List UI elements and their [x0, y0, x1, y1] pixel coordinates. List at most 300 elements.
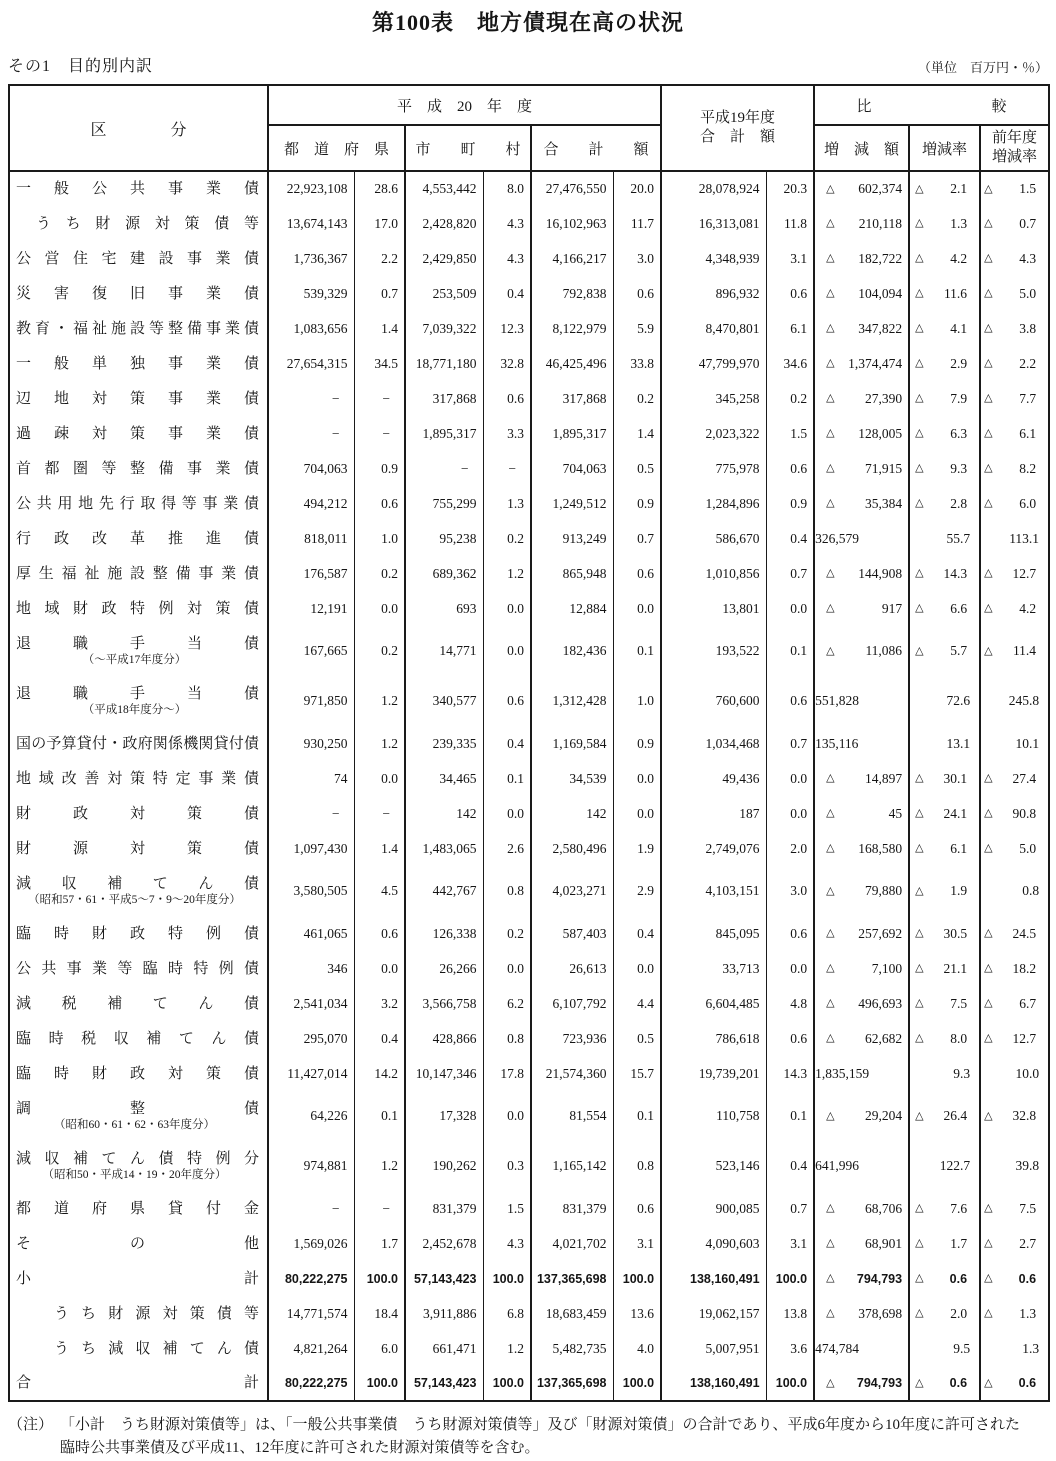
cell: △ 144,908	[814, 556, 909, 591]
cell: 0.4	[766, 521, 814, 556]
cell: 792,838	[531, 276, 613, 311]
cell: △ 6.0	[980, 486, 1049, 521]
cell: 0.4	[483, 726, 531, 761]
cell: 72.6	[909, 676, 980, 726]
header-zennendo-line2: 増減率	[992, 149, 1038, 165]
cell: 539,329	[268, 276, 354, 311]
cell: △ 7.6	[909, 1191, 980, 1226]
cell: 0.6	[766, 676, 814, 726]
cell: 1.3	[483, 486, 531, 521]
cell: 831,379	[531, 1191, 613, 1226]
cell: 3.6	[766, 1331, 814, 1366]
decrease-triangle-icon: △	[984, 322, 993, 334]
cell: 5,482,735	[531, 1331, 613, 1366]
decrease-triangle-icon: △	[826, 644, 835, 657]
decrease-triangle-icon: △	[826, 182, 835, 195]
subtitle-row	[8, 53, 1048, 76]
decrease-triangle-icon: △	[984, 927, 993, 939]
cell: △ 71,915	[814, 451, 909, 486]
header-todofuken: 都 道 府 県	[268, 125, 405, 171]
cell: 1,169,584	[531, 726, 613, 761]
cell: 10.1	[980, 726, 1049, 761]
cell: △ 0.6	[980, 1366, 1049, 1401]
cell: 0.6	[613, 276, 661, 311]
cell: △ 6.3	[909, 416, 980, 451]
cell: △ 794,793	[814, 1366, 909, 1401]
row-label: 災害復旧事業債	[16, 285, 259, 302]
cell: 3.1	[766, 241, 814, 276]
cell: 4.5	[354, 866, 405, 916]
cell: 81,554	[531, 1091, 613, 1141]
cell: 100.0	[483, 1366, 531, 1401]
table-row	[9, 626, 1049, 676]
cell: 0.3	[483, 1141, 531, 1191]
decrease-triangle-icon: △	[915, 772, 924, 784]
cell: 865,948	[531, 556, 613, 591]
subtitle: その1 目的別内訳	[8, 58, 154, 75]
cell: 20.3	[766, 171, 814, 206]
cell: △ 14,897	[814, 761, 909, 796]
cell: 845,095	[661, 916, 766, 951]
cell: 474,784	[814, 1331, 909, 1366]
cell: △ 12.7	[980, 1021, 1049, 1056]
cell: 19,062,157	[661, 1296, 766, 1331]
header-zennendo-line1: 前年度	[992, 130, 1038, 147]
cell: 18.4	[354, 1296, 405, 1331]
cell: 19,739,201	[661, 1056, 766, 1091]
footnote-line2: 臨時公共事業債及び平成11、12年度に許可された財源対策債等を含む。	[60, 1440, 540, 1457]
cell: 704,063	[268, 451, 354, 486]
row-label: 臨時財政特例債	[16, 925, 259, 942]
decrease-triangle-icon: △	[915, 567, 924, 579]
table-row	[9, 311, 1049, 346]
cell: −	[405, 451, 483, 486]
decrease-triangle-icon: △	[915, 287, 924, 299]
cell: 8.0	[483, 171, 531, 206]
cell: △ 2.9	[909, 346, 980, 381]
row-label: 財政対策債	[16, 805, 259, 822]
cell: 11.7	[613, 206, 661, 241]
cell: 0.4	[613, 916, 661, 951]
cell: 167,665	[268, 626, 354, 676]
cell: 33.8	[613, 346, 661, 381]
row-label: 行政改革推進債	[16, 530, 259, 547]
cell: 190,262	[405, 1141, 483, 1191]
cell: 11,427,014	[268, 1056, 354, 1091]
cell: 0.1	[613, 1091, 661, 1141]
decrease-triangle-icon: △	[826, 462, 835, 474]
cell: 0.2	[354, 556, 405, 591]
cell: 0.1	[766, 1091, 814, 1141]
cell: 7,039,322	[405, 311, 483, 346]
decrease-triangle-icon: △	[826, 1237, 835, 1249]
cell: 4,021,702	[531, 1226, 613, 1261]
cell: △ 8.0	[909, 1021, 980, 1056]
cell: 15.7	[613, 1056, 661, 1091]
cell: 64,226	[268, 1091, 354, 1141]
table-row	[9, 1191, 1049, 1226]
cell: △ 2.8	[909, 486, 980, 521]
cell: 345,258	[661, 381, 766, 416]
cell: 55.7	[909, 521, 980, 556]
cell: 110,758	[661, 1091, 766, 1141]
decrease-triangle-icon: △	[826, 1272, 835, 1284]
cell: 0.2	[354, 626, 405, 676]
cell: △ 4.1	[909, 311, 980, 346]
cell: 831,379	[405, 1191, 483, 1226]
decrease-triangle-icon: △	[826, 427, 835, 439]
decrease-triangle-icon: △	[915, 842, 924, 854]
row-label: 一般公共事業債	[16, 181, 259, 197]
cell: 0.8	[980, 866, 1049, 916]
decrease-triangle-icon: △	[915, 182, 924, 195]
cell: 818,011	[268, 521, 354, 556]
cell: △ 257,692	[814, 916, 909, 951]
decrease-triangle-icon: △	[984, 1272, 993, 1284]
table-row	[9, 1226, 1049, 1261]
cell: 930,250	[268, 726, 354, 761]
cell: 0.0	[613, 796, 661, 831]
cell: 3,566,758	[405, 986, 483, 1021]
row-label: 退職手当債 （～平成17年度分）	[16, 636, 259, 667]
cell: 142	[531, 796, 613, 831]
cell: △ 35,384	[814, 486, 909, 521]
decrease-triangle-icon: △	[984, 842, 993, 854]
cell: 6.2	[483, 986, 531, 1021]
cell: 1.4	[354, 831, 405, 866]
decrease-triangle-icon: △	[915, 1032, 924, 1044]
cell: 295,070	[268, 1021, 354, 1056]
cell: 5,007,951	[661, 1331, 766, 1366]
row-label: 小計	[16, 1270, 259, 1287]
cell: 20.0	[613, 171, 661, 206]
decrease-triangle-icon: △	[915, 252, 924, 264]
cell: 0.2	[483, 521, 531, 556]
cell: 0.0	[766, 951, 814, 986]
footnote-lines	[60, 1414, 1048, 1461]
cell: 0.9	[766, 486, 814, 521]
cell: △ 347,822	[814, 311, 909, 346]
cell: 1.5	[766, 416, 814, 451]
cell: 0.5	[613, 1021, 661, 1056]
cell: 1.7	[354, 1226, 405, 1261]
decrease-triangle-icon: △	[984, 427, 993, 439]
cell: 34,539	[531, 761, 613, 796]
cell: 12,191	[268, 591, 354, 626]
cell: 442,767	[405, 866, 483, 916]
cell: △ 1.9	[909, 866, 980, 916]
cell: 2,452,678	[405, 1226, 483, 1261]
cell: 1.2	[354, 676, 405, 726]
cell: 14,771,574	[268, 1296, 354, 1331]
row-label: 過疎対策事業債	[16, 425, 259, 442]
table-row	[9, 276, 1049, 311]
cell: △ 168,580	[814, 831, 909, 866]
table-row	[9, 591, 1049, 626]
cell: 1,312,428	[531, 676, 613, 726]
cell: △ 68,706	[814, 1191, 909, 1226]
cell: 0.6	[766, 1021, 814, 1056]
decrease-triangle-icon: △	[915, 1237, 924, 1249]
cell: 461,065	[268, 916, 354, 951]
cell: △ 45	[814, 796, 909, 831]
cell: 0.0	[354, 951, 405, 986]
row-label: 臨時財政対策債	[16, 1065, 259, 1082]
cell: 193,522	[661, 626, 766, 676]
decrease-triangle-icon: △	[915, 392, 924, 404]
cell: 13.8	[766, 1296, 814, 1331]
cell: △ 4.2	[980, 591, 1049, 626]
decrease-triangle-icon: △	[826, 772, 835, 784]
decrease-triangle-icon: △	[826, 997, 835, 1009]
cell: △ 1.3	[909, 206, 980, 241]
header-h19-line1: 平成19年度	[700, 110, 776, 127]
cell: 0.6	[483, 381, 531, 416]
table-row	[9, 761, 1049, 796]
cell: △ 1.3	[980, 1296, 1049, 1331]
cell: 80,222,275	[268, 1366, 354, 1401]
cell: 26,613	[531, 951, 613, 986]
header-h20: 平 成 20 年 度	[268, 85, 661, 125]
decrease-triangle-icon: △	[826, 842, 835, 854]
cell: 2.2	[354, 241, 405, 276]
cell: 0.6	[766, 451, 814, 486]
cell: 12,884	[531, 591, 613, 626]
decrease-triangle-icon: △	[915, 497, 924, 509]
cell: 786,618	[661, 1021, 766, 1056]
header-h19-line2: 合 計 額	[700, 129, 776, 145]
cell: 182,436	[531, 626, 613, 676]
cell: 0.9	[613, 486, 661, 521]
cell: 1.0	[613, 676, 661, 726]
cell: 0.6	[766, 276, 814, 311]
cell: 689,362	[405, 556, 483, 591]
cell: △ 1,374,474	[814, 346, 909, 381]
cell: △ 496,693	[814, 986, 909, 1021]
table-row	[9, 676, 1049, 726]
cell: 245.8	[980, 676, 1049, 726]
cell: 4.8	[766, 986, 814, 1021]
cell: 113.1	[980, 521, 1049, 556]
cell: 0.8	[613, 1141, 661, 1191]
decrease-triangle-icon: △	[826, 1032, 835, 1044]
decrease-triangle-icon: △	[826, 252, 835, 264]
cell: △ 104,094	[814, 276, 909, 311]
decrease-triangle-icon: △	[984, 807, 993, 819]
row-label: 一般単独事業債	[16, 355, 259, 372]
decrease-triangle-icon: △	[826, 497, 835, 509]
cell: 10,147,346	[405, 1056, 483, 1091]
cell: △ 12.7	[980, 556, 1049, 591]
cell: △ 11.4	[980, 626, 1049, 676]
cell: 34.5	[354, 346, 405, 381]
table-row	[9, 1331, 1049, 1366]
cell: 0.1	[354, 1091, 405, 1141]
row-label: 減税補てん債	[16, 995, 259, 1012]
cell: △ 128,005	[814, 416, 909, 451]
cell: 1,249,512	[531, 486, 613, 521]
cell: 1.0	[354, 521, 405, 556]
cell: 49,436	[661, 761, 766, 796]
cell: 17,328	[405, 1091, 483, 1141]
cell: △ 5.7	[909, 626, 980, 676]
cell: 1.5	[483, 1191, 531, 1226]
table-row	[9, 796, 1049, 831]
cell: 326,579	[814, 521, 909, 556]
cell: 100.0	[613, 1261, 661, 1296]
cell: △ 602,374	[814, 171, 909, 206]
cell: △ 2.1	[909, 171, 980, 206]
decrease-triangle-icon: △	[984, 997, 993, 1009]
cell: 4,023,271	[531, 866, 613, 916]
header-gokei: 合 計 額	[531, 125, 661, 171]
table-row	[9, 416, 1049, 451]
cell: 34.6	[766, 346, 814, 381]
cell: −	[354, 1191, 405, 1226]
cell: 122.7	[909, 1141, 980, 1191]
cell: 18,683,459	[531, 1296, 613, 1331]
table-row	[9, 1091, 1049, 1141]
header-kubun: 区 分	[9, 85, 268, 171]
cell: 14.2	[354, 1056, 405, 1091]
cell: 0.5	[613, 451, 661, 486]
cell: △ 6.7	[980, 986, 1049, 1021]
cell: 0.7	[766, 1191, 814, 1226]
cell: 28.6	[354, 171, 405, 206]
cell: △ 18.2	[980, 951, 1049, 986]
cell: 2.6	[483, 831, 531, 866]
cell: 4,821,264	[268, 1331, 354, 1366]
cell: △ 29,204	[814, 1091, 909, 1141]
cell: △ 210,118	[814, 206, 909, 241]
cell: △ 2.7	[980, 1226, 1049, 1261]
cell: 0.1	[483, 761, 531, 796]
cell: 187	[661, 796, 766, 831]
cell: 3.2	[354, 986, 405, 1021]
decrease-triangle-icon: △	[915, 1307, 924, 1319]
header-zennendo	[980, 125, 1049, 171]
decrease-triangle-icon: △	[984, 217, 993, 229]
footnote	[8, 1414, 1048, 1461]
cell: △ 378,698	[814, 1296, 909, 1331]
cell: 3.0	[766, 866, 814, 916]
cell: 0.1	[766, 626, 814, 676]
table-row	[9, 241, 1049, 276]
decrease-triangle-icon: △	[984, 357, 993, 369]
cell: △ 182,722	[814, 241, 909, 276]
table-row	[9, 171, 1049, 206]
row-label: うち財源対策債等	[54, 1305, 259, 1322]
decrease-triangle-icon: △	[826, 962, 835, 974]
row-label: 減収補てん債 （昭和57・61・平成5～7・9～20年度分）	[16, 876, 259, 907]
row-label: 首都圏等整備事業債	[16, 460, 259, 477]
cell: △ 4.2	[909, 241, 980, 276]
cell: 27,654,315	[268, 346, 354, 381]
decrease-triangle-icon: △	[826, 927, 835, 939]
cell: 2.0	[766, 831, 814, 866]
cell: 1.2	[483, 1331, 531, 1366]
cell: 74	[268, 761, 354, 796]
decrease-triangle-icon: △	[826, 807, 835, 819]
table-row	[9, 726, 1049, 761]
cell: △ 7.5	[909, 986, 980, 1021]
cell: 80,222,275	[268, 1261, 354, 1296]
cell: 1.4	[354, 311, 405, 346]
decrease-triangle-icon: △	[984, 392, 993, 404]
row-label: 公共用地先行取得等事業債	[16, 495, 259, 512]
cell: 142	[405, 796, 483, 831]
cell: −	[354, 796, 405, 831]
cell: 1,895,317	[531, 416, 613, 451]
cell: 704,063	[531, 451, 613, 486]
decrease-triangle-icon: △	[915, 357, 924, 369]
cell: △ 1.5	[980, 171, 1049, 206]
cell: 900,085	[661, 1191, 766, 1226]
cell: 1,097,430	[268, 831, 354, 866]
cell: 14,771	[405, 626, 483, 676]
decrease-triangle-icon: △	[826, 567, 835, 579]
cell: 1,835,159	[814, 1056, 909, 1091]
cell: 2,428,820	[405, 206, 483, 241]
header-h19-total	[661, 85, 814, 171]
cell: 551,828	[814, 676, 909, 726]
decrease-triangle-icon: △	[984, 567, 993, 579]
cell: 913,249	[531, 521, 613, 556]
row-label: 臨時税収補てん債	[16, 1030, 259, 1047]
cell: △ 27,390	[814, 381, 909, 416]
cell: 0.4	[483, 276, 531, 311]
cell: 16,313,081	[661, 206, 766, 241]
table-row	[9, 451, 1049, 486]
cell: 0.0	[766, 761, 814, 796]
cell: △ 79,880	[814, 866, 909, 916]
decrease-triangle-icon: △	[915, 1272, 924, 1284]
cell: 95,238	[405, 521, 483, 556]
cell: 0.7	[766, 556, 814, 591]
cell: 693	[405, 591, 483, 626]
cell: 2,023,322	[661, 416, 766, 451]
cell: 1.3	[980, 1331, 1049, 1366]
header-hikaku: 比 較	[814, 85, 1049, 125]
cell: 0.6	[766, 916, 814, 951]
cell: 0.0	[766, 796, 814, 831]
cell: −	[268, 381, 354, 416]
cell: 0.9	[354, 451, 405, 486]
cell: △ 5.0	[980, 276, 1049, 311]
cell: 0.0	[354, 591, 405, 626]
cell: 6.0	[354, 1331, 405, 1366]
row-label: 公営住宅建設事業債	[16, 250, 259, 267]
cell: 47,799,970	[661, 346, 766, 381]
cell: 0.7	[613, 521, 661, 556]
cell: 26,266	[405, 951, 483, 986]
table-row	[9, 831, 1049, 866]
cell: 1,165,142	[531, 1141, 613, 1191]
header-zogenritsu: 増減率	[909, 125, 980, 171]
decrease-triangle-icon: △	[984, 462, 993, 474]
decrease-triangle-icon: △	[915, 884, 924, 897]
cell: 137,365,698	[531, 1366, 613, 1401]
decrease-triangle-icon: △	[984, 1376, 993, 1389]
decrease-triangle-icon: △	[826, 1109, 835, 1122]
row-label: 財源対策債	[16, 840, 259, 857]
cell: △ 2.2	[980, 346, 1049, 381]
decrease-triangle-icon: △	[915, 462, 924, 474]
decrease-triangle-icon: △	[984, 1202, 993, 1214]
cell: 0.0	[613, 761, 661, 796]
cell: 4.0	[613, 1331, 661, 1366]
cell: 0.9	[613, 726, 661, 761]
